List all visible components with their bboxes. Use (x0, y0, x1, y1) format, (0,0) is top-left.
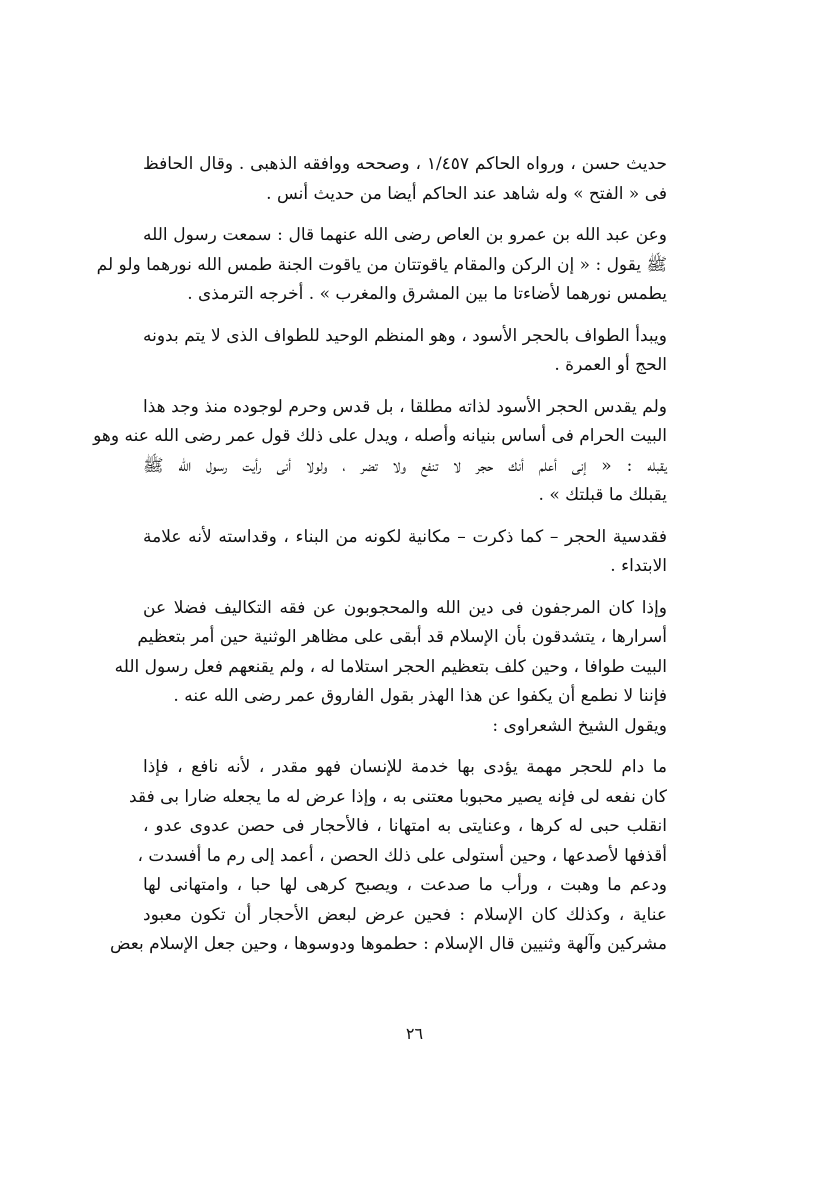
text-line: يقبله : « إنى أعلم أنك حجر لا تنفع ولا تضر ، ولولا أنى رأيت رسول الله ﷺ (143, 455, 667, 476)
paragraph-3 (143, 322, 667, 381)
paragraph-2 (96, 221, 667, 310)
page-number: ٢٦ (405, 1024, 424, 1043)
text-line: كان نفعه لى فإنه يصير محبوبا معتنى به ، وإذا عرض له ما يجعله ضارا بى فقد (129, 786, 667, 807)
text-line: ولم يقدس الحجر الأسود لذاته مطلقا ، بل قدس وحرم لوجوده منذ وجد هذا (143, 396, 667, 417)
text-line: فى « الفتح » وله شاهد عند الحاكم أيضا من حديث أنس . (266, 183, 667, 204)
text-line: وعن عبد الله بن عمرو بن العاص رضى الله عنهما قال : سمعت رسول الله (143, 225, 667, 245)
text-line: الحج أو العمرة . (554, 355, 667, 375)
paragraph-6 (114, 594, 667, 742)
paragraph-5 (143, 523, 667, 582)
text-line: أقذفها لأصدعها ، وحين أستولى على ذلك الحصن ، أعمد إلى رم ما أفسدت ، (137, 845, 667, 866)
text-line: أسرارها ، يتشدقون بأن الإسلام قد أبقى على مظاهر الوثنية حين أمر بتعظيم (137, 627, 667, 647)
body-text (93, 150, 668, 972)
text-line: مشركين وآلهة وثنيين قال الإسلام : حطموها ودوسوها ، وحين جعل الإسلام بعض (109, 934, 667, 954)
text-line: حديث حسن ، ورواه الحاكم ١/٤٥٧ ، وصححه ووافقه الذهبى . وقال الحافظ (143, 154, 668, 174)
text-line: ما دام للحجر مهمة يؤدى بها خدمة للإنسان فهو مقدر ، لأنه نافع ، فإذا (143, 757, 667, 777)
text-line: ﷺ يقول : « إن الركن والمقام ياقوتتان من ياقوت الجنة طمس الله نورهما ولو لم (96, 254, 667, 275)
text-line: الابتداء . (610, 556, 667, 576)
text-line: انقلب حبى له كرها ، وعنايتى به امتهانا ، فالأحجار فى حصن عدوى عدو ، (143, 816, 667, 836)
text-line: وإذا كان المرجفون فى دين الله والمحجوبون عن فقه التكاليف فضلا عن (143, 597, 667, 618)
paragraph-7 (109, 753, 667, 960)
text-line: يقبلك ما قبلتك » . (538, 485, 667, 505)
paragraph-1 (143, 150, 667, 209)
text-line: ويبدأ الطواف بالحجر الأسود ، وهو المنظم الوحيد للطواف الذى لا يتم بدونه (143, 325, 667, 346)
paragraph-4 (93, 393, 667, 511)
text-line: عناية ، وكذلك كان الإسلام : فحين عرض لبعض الأحجار أن تكون معبود (143, 904, 667, 925)
text-line: ودعم ما وهبت ، ورأب ما صدعت ، ويصبح كرهى لها حبا ، وامتهانى لها (143, 875, 667, 895)
text-line: البيت طوافا ، وحين كلف بتعظيم الحجر استلاما له ، ولم يقنعهم فعل رسول الله (114, 656, 667, 677)
text-line: البيت الحرام فى أساس بنيانه وأصله ، ويدل على ذلك قول عمر رضى الله عنه وهو (93, 426, 667, 446)
text-line: فقدسية الحجر – كما ذكرت – مكانية لكونه من البناء ، وقداسته لأنه علامة (143, 526, 667, 547)
text-line: ويقول الشيخ الشعراوى : (492, 715, 667, 736)
text-line: يطمس نورهما لأضاءتا ما بين المشرق والمغرب » . أخرجه الترمذى . (187, 284, 667, 304)
text-line: فإننا لا نطمع أن يكفوا عن هذا الهذر بقول الفاروق عمر رضى الله عنه . (173, 686, 667, 706)
